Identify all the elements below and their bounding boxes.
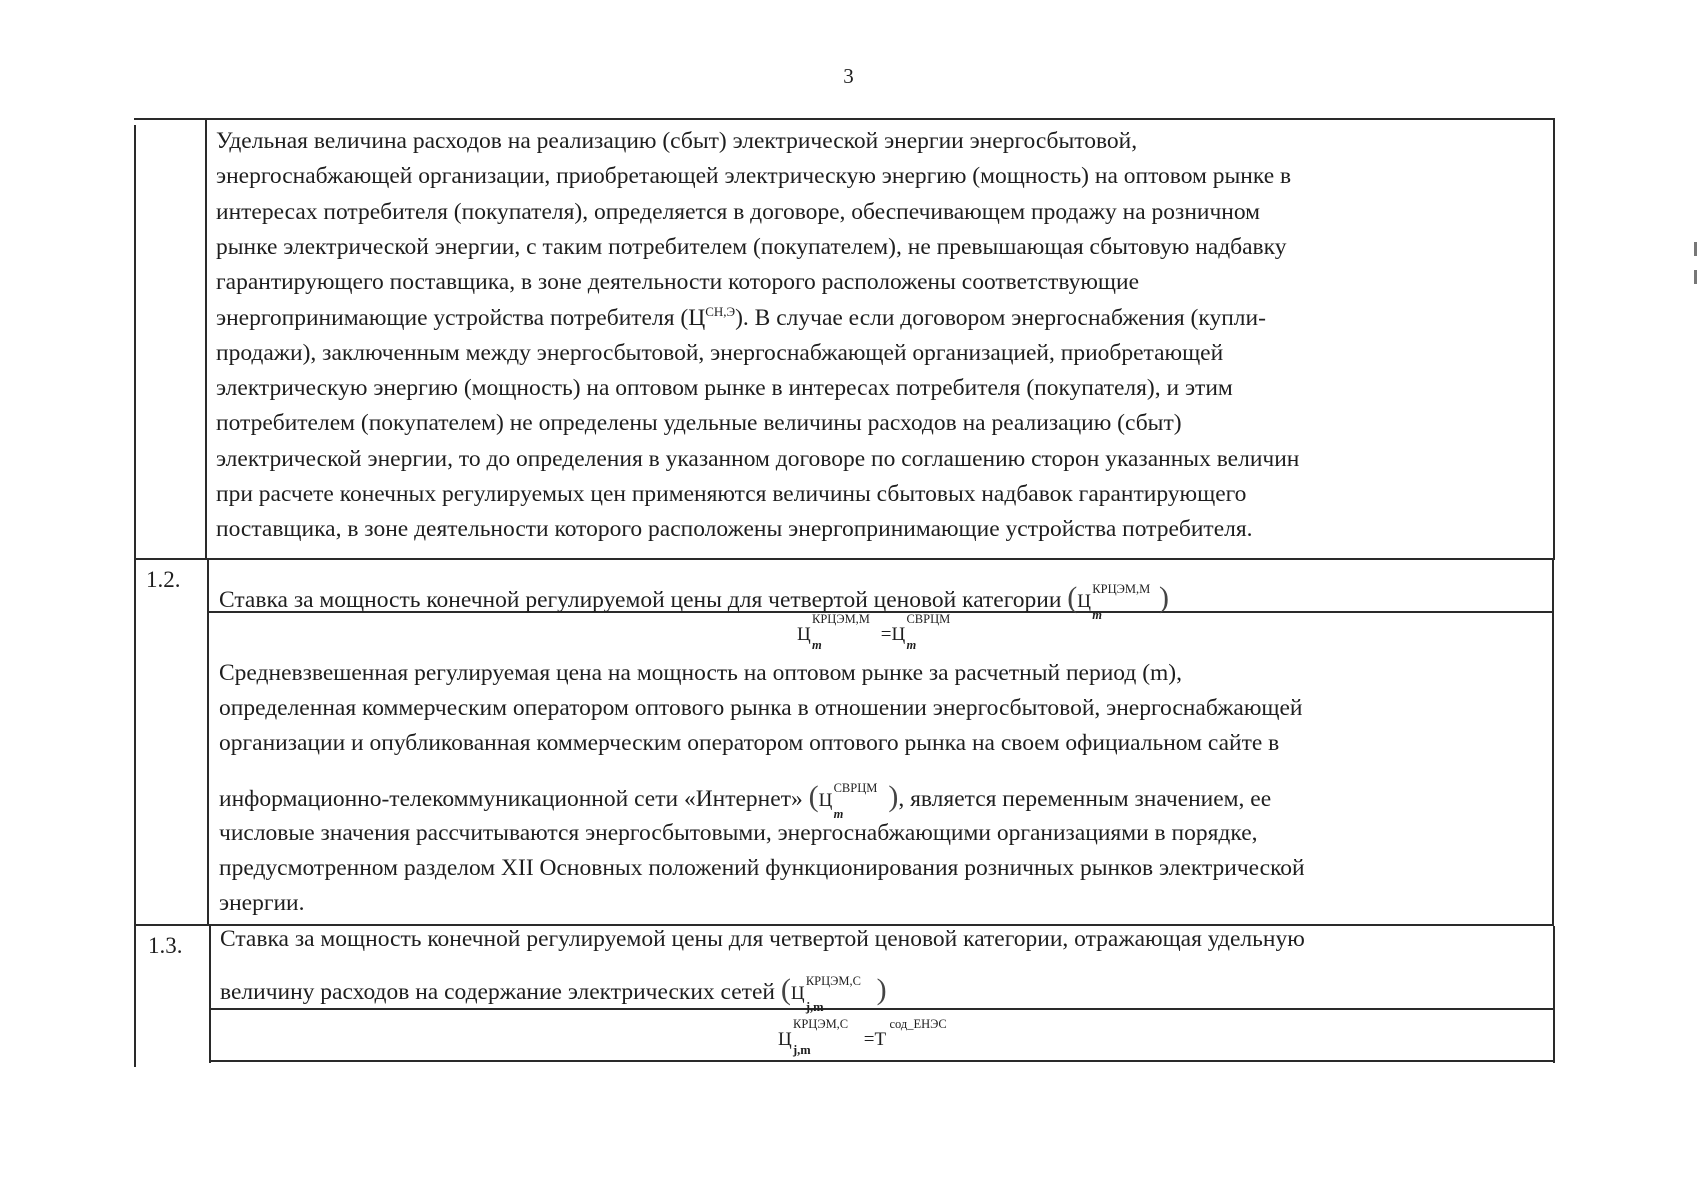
formula-left-symbol: Ц КРЦЭМ,М m <box>797 612 870 652</box>
row-divider-1 <box>134 558 1553 560</box>
block1-line-11: при расчете конечных регулируемых цен применяются величины сбытовых надбавок гарантирующего <box>216 481 1247 507</box>
row-number-1-2: 1.2. <box>146 567 181 592</box>
block1-line-6-head: энергопринимающие устройства потребителя (Ц <box>216 304 706 331</box>
row12-desc-line-2: определенная коммерческим оператором оптового рынка в отношении энергосбытовой, энергоснабжающей <box>219 695 1303 721</box>
formula-right-symbol: Ц СВРЦМ m <box>891 612 951 652</box>
formula-right-symbol: Т сод_ЕНЭС <box>874 1017 947 1050</box>
price-symbol-svrcm: Ц СВРЦМ m <box>818 781 878 821</box>
row12-desc-line-7: энергии. <box>219 890 305 916</box>
page-number: 3 <box>843 64 854 88</box>
formula-kcrcem-m <box>797 612 951 652</box>
col-divider-1 <box>205 120 207 560</box>
row-number-1-3: 1.3. <box>148 933 183 958</box>
table-right-border-1 <box>1553 118 1555 560</box>
close-paren: ) <box>888 780 899 813</box>
block1-line-8: электрическую энергию (мощность) на оптовом рынке в интересах потребителя (покупателя), и этим <box>216 375 1233 402</box>
price-symbol-kcrcem-m: Ц КРЦЭМ,М m <box>1077 582 1151 622</box>
col-divider-2 <box>207 560 209 926</box>
block1-line-5: гарантирующего поставщика, в зоне деятельности которого расположены соответствующие <box>216 269 1140 296</box>
row12-desc-line-4 <box>219 779 1272 821</box>
close-paren: ) <box>876 973 887 1006</box>
row12-desc-line-5: числовые значения рассчитываются энергосбытовыми, энергоснабжающими организациями в порядке, <box>219 820 1258 846</box>
close-paren: ) <box>1159 581 1170 614</box>
row12-desc-line-6: предусмотренном разделом XII Основных положений функционирования розничных рынков электрической <box>219 855 1305 881</box>
formula-kcrcem-c <box>778 1017 947 1057</box>
row12-desc-line-4-head: информационно-телекоммуникационной сети «Интернет» <box>219 786 803 812</box>
table-right-border-2 <box>1552 560 1554 926</box>
row13-title-line-2 <box>220 972 887 1014</box>
sn-superscript: СН,Э <box>705 303 736 319</box>
block1-line-4: рынке электрической энергии, с таким потребителем (покупателем), не превышающая сбытовую надбавку <box>216 233 1287 260</box>
table-bottom-border <box>209 1060 1555 1062</box>
row12-desc-line-1: Средневзвешенная регулируемая цена на мощность на оптовом рынке за расчетный период (m), <box>219 660 1182 686</box>
block1-line-3: интересах потребителя (покупателя), определяется в договоре, обеспечивающем продажу на розничном <box>216 198 1261 225</box>
formula-left-symbol: Ц КРЦЭМ,С j,m <box>778 1017 849 1057</box>
row12-title-text: Ставка за мощность конечной регулируемой цены для четвертой ценовой категории <box>219 587 1062 613</box>
open-paren: ( <box>808 780 819 813</box>
open-paren: ( <box>780 973 791 1006</box>
formula-equals: = <box>863 1029 875 1050</box>
block1-line-9: потребителем (покупателем) не определены удельные величины расходов на реализацию (сбыт) <box>216 410 1182 437</box>
row12-desc-line-4-tail: , является переменным значением, ее <box>898 786 1272 812</box>
block1-line-10: электрической энергии, то до определения в указанном договоре по соглашению сторон указанных величин <box>216 445 1300 472</box>
block1-line-2: энергоснабжающей организации, приобретающей электрическую энергию (мощность) на оптовом рынке в <box>216 163 1292 190</box>
row13-title-line-1: Ставка за мощность конечной регулируемой цены для четвертой ценовой категории, отражающая удельную <box>220 926 1305 952</box>
table-top-border <box>134 118 1555 120</box>
block1-line-1: Удельная величина расходов на реализацию (сбыт) электрической энергии энергосбытовой, <box>216 128 1138 154</box>
block1-line-7: продажи), заключенным между энергосбытовой, энергоснабжающей организацией, приобретающей <box>216 339 1224 366</box>
table-right-border-3 <box>1553 926 1555 1063</box>
formula-equals: = <box>880 624 892 645</box>
row12-title <box>219 580 1170 622</box>
row12-desc-line-3: организации и опубликованная коммерческим оператором оптового рынка на своем официальном сайте в <box>219 730 1280 756</box>
price-symbol-kcrcem-c: Ц КРЦЭМ,С j,m <box>790 974 861 1014</box>
row13-title-line-2-text: величину расходов на содержание электрических сетей <box>220 979 775 1005</box>
block1-line-6 <box>216 301 1266 336</box>
block1-line-12: поставщика, в зоне деятельности которого расположены энергопринимающие устройства потребителя. <box>216 516 1253 543</box>
open-paren: ( <box>1067 581 1078 614</box>
block1-line-6-tail: ). В случае если договором энергоснабжения (купли- <box>735 304 1266 331</box>
col-divider-3 <box>209 926 211 1063</box>
